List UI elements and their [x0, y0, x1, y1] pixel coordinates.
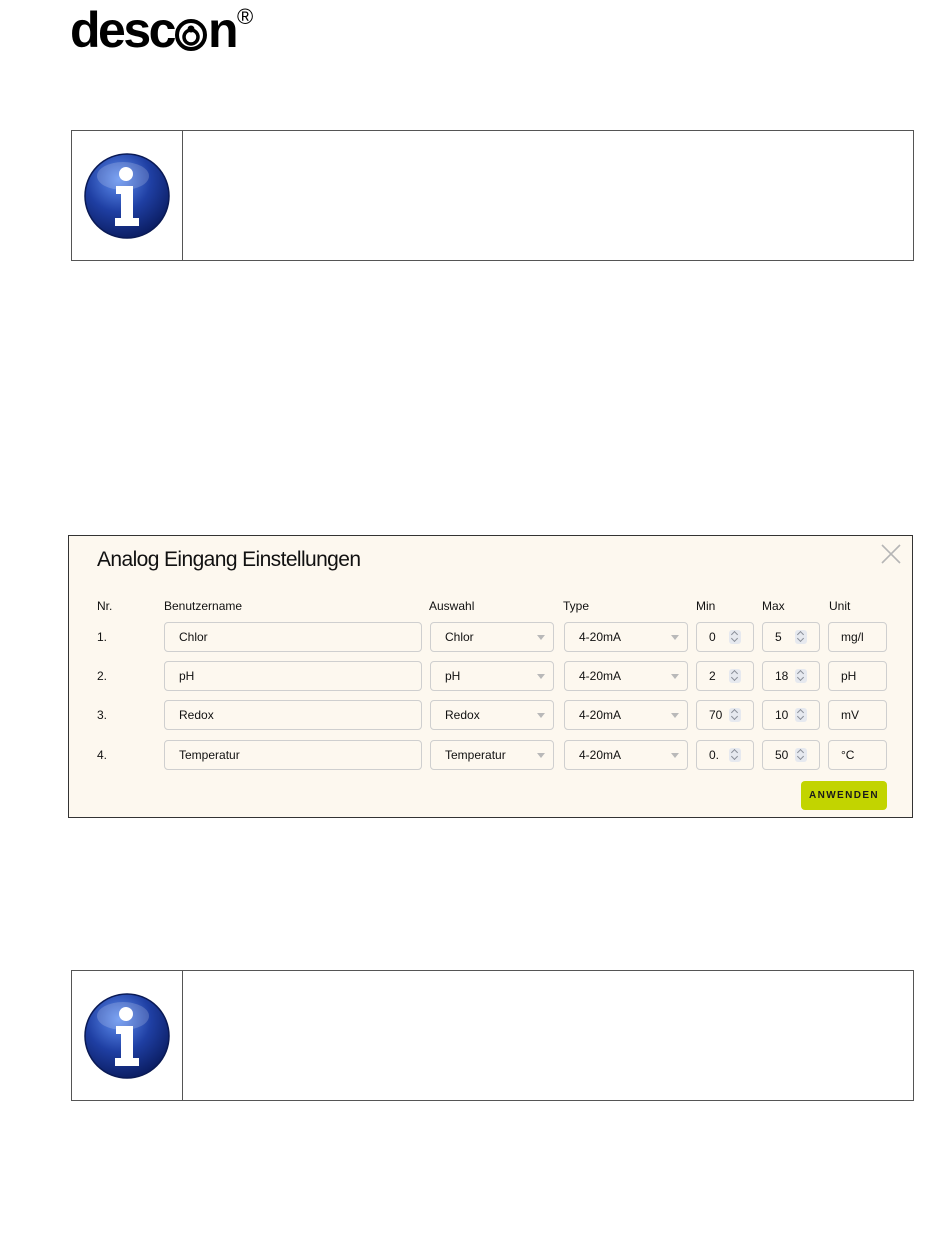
row-number: 2. — [97, 669, 108, 683]
username-input[interactable] — [164, 622, 422, 652]
min-input[interactable] — [696, 622, 754, 652]
type-value: 4-20mA — [579, 708, 622, 722]
username-input[interactable] — [164, 700, 422, 730]
spinner-icon[interactable] — [795, 669, 807, 683]
min-input[interactable] — [696, 661, 754, 691]
header-max: Max — [762, 599, 785, 613]
row-number: 3. — [97, 708, 108, 722]
unit-input[interactable] — [828, 661, 887, 691]
descon-logo — [70, 4, 253, 56]
min-value: 0. — [709, 748, 720, 762]
info-text-cell — [183, 131, 913, 260]
spinner-icon[interactable] — [795, 748, 807, 762]
chevron-down-icon — [537, 635, 545, 640]
header-selection: Auswahl — [429, 599, 475, 613]
info-box-bottom — [71, 970, 914, 1101]
info-icon-cell — [72, 131, 183, 260]
max-value: 5 — [775, 630, 782, 644]
logo-text-right: n — [207, 2, 237, 58]
unit-input[interactable] — [828, 740, 887, 770]
type-dropdown[interactable] — [564, 700, 688, 730]
max-value: 18 — [775, 669, 789, 683]
registered-mark: ® — [237, 4, 254, 29]
min-input[interactable] — [696, 740, 754, 770]
min-value: 0 — [709, 630, 716, 644]
chevron-down-icon — [671, 753, 679, 758]
max-value: 50 — [775, 748, 789, 762]
header-nr: Nr. — [97, 599, 113, 613]
info-icon — [83, 152, 171, 240]
row-number: 4. — [97, 748, 108, 762]
chevron-down-icon — [537, 713, 545, 718]
header-type: Type — [563, 599, 590, 613]
max-input[interactable] — [762, 622, 820, 652]
username-input[interactable] — [164, 740, 422, 770]
selection-dropdown[interactable] — [430, 622, 554, 652]
header-min: Min — [696, 599, 716, 613]
username-input[interactable] — [164, 661, 422, 691]
unit-value: pH — [841, 669, 857, 683]
analog-input-settings-dialog — [68, 535, 913, 818]
spinner-icon[interactable] — [795, 630, 807, 644]
logo-text-left: desc — [70, 2, 174, 58]
table-row — [69, 700, 912, 732]
spinner-icon[interactable] — [729, 630, 741, 644]
spinner-icon[interactable] — [795, 708, 807, 722]
username-value: Redox — [179, 708, 214, 722]
username-value: pH — [179, 669, 195, 683]
unit-input[interactable] — [828, 700, 887, 730]
unit-value: mV — [841, 708, 859, 722]
info-icon-cell — [72, 971, 183, 1100]
selection-value: pH — [445, 669, 461, 683]
max-input[interactable] — [762, 700, 820, 730]
logo-o-icon — [175, 19, 207, 51]
table-row — [69, 622, 912, 654]
selection-value: Temperatur — [445, 748, 506, 762]
selection-value: Redox — [445, 708, 480, 722]
table-row — [69, 661, 912, 693]
type-value: 4-20mA — [579, 748, 622, 762]
selection-dropdown[interactable] — [430, 661, 554, 691]
selection-value: Chlor — [445, 630, 474, 644]
info-icon — [83, 992, 171, 1080]
info-box-top — [71, 130, 914, 261]
chevron-down-icon — [537, 753, 545, 758]
header-username: Benutzername — [164, 599, 243, 613]
unit-value: mg/l — [841, 630, 864, 644]
spinner-icon[interactable] — [729, 708, 741, 722]
row-number: 1. — [97, 630, 108, 644]
type-dropdown[interactable] — [564, 661, 688, 691]
spinner-icon[interactable] — [729, 748, 741, 762]
username-value: Chlor — [179, 630, 208, 644]
chevron-down-icon — [537, 674, 545, 679]
chevron-down-icon — [671, 674, 679, 679]
table-row — [69, 740, 912, 772]
info-text-cell — [183, 971, 913, 1100]
username-value: Temperatur — [179, 748, 240, 762]
min-value: 70 — [709, 708, 723, 722]
spinner-icon[interactable] — [729, 669, 741, 683]
chevron-down-icon — [671, 713, 679, 718]
dialog-title: Analog Eingang Einstellungen — [97, 548, 361, 571]
selection-dropdown[interactable] — [430, 700, 554, 730]
min-input[interactable] — [696, 700, 754, 730]
unit-input[interactable] — [828, 622, 887, 652]
type-value: 4-20mA — [579, 669, 622, 683]
min-value: 2 — [709, 669, 716, 683]
max-input[interactable] — [762, 661, 820, 691]
max-input[interactable] — [762, 740, 820, 770]
logo-o-mark — [174, 4, 208, 56]
apply-button[interactable]: ANWENDEN — [801, 781, 887, 810]
type-dropdown[interactable] — [564, 622, 688, 652]
max-value: 10 — [775, 708, 789, 722]
header-unit: Unit — [829, 599, 851, 613]
close-icon[interactable] — [880, 543, 902, 565]
type-dropdown[interactable] — [564, 740, 688, 770]
type-value: 4-20mA — [579, 630, 622, 644]
selection-dropdown[interactable] — [430, 740, 554, 770]
unit-value: °C — [841, 748, 855, 762]
chevron-down-icon — [671, 635, 679, 640]
